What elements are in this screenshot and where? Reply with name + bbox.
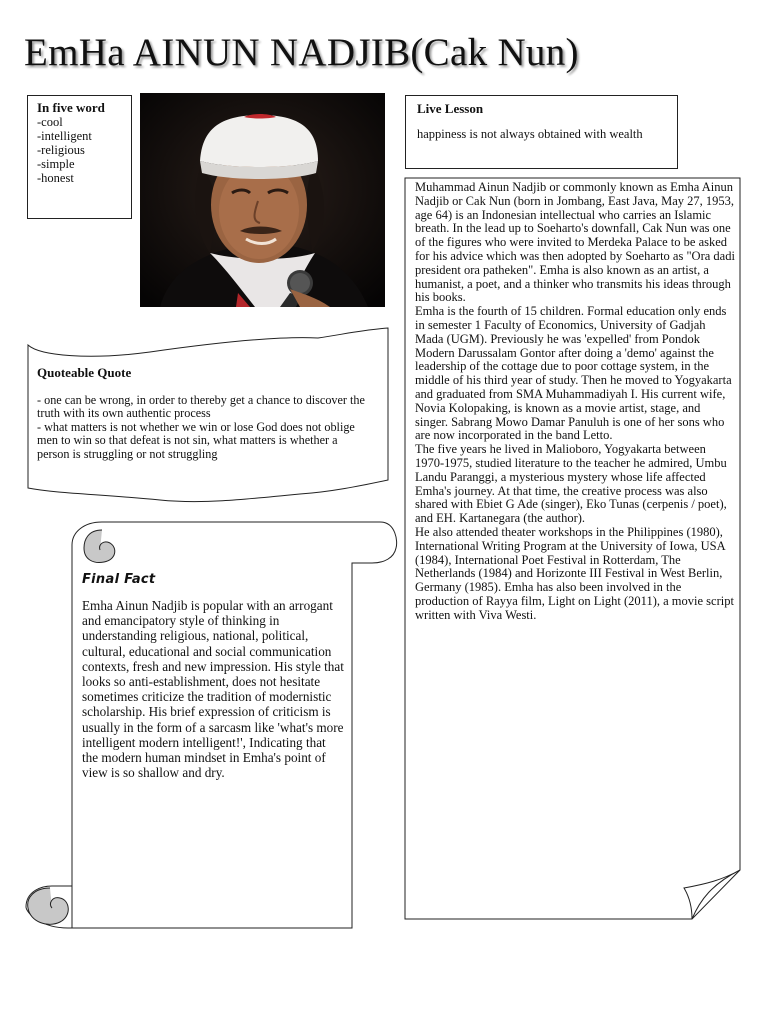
five-words-box	[27, 95, 132, 219]
final-fact-heading: Final Fact	[82, 572, 156, 587]
live-lesson-text: happiness is not always obtained with wealth	[417, 127, 643, 141]
quote-heading: Quoteable Quote	[37, 365, 132, 380]
portrait-photo	[140, 93, 385, 307]
quote-line: - what matters is not whether we win or lose God does not oblige men to win so that defeat is not sin, what matters is whether a person is struggling or not struggling	[37, 419, 355, 461]
bio-paragraph: He also attended theater workshops in the Philippines (1980), International Writing Program at the University of Iowa, USA (1984), International Poet Festival in Rotterdam, The Netherlands (1984) and Horizonte III Festival in West Berlin, Germany (1985). Emha has also been involved in the production of Rayya film, Light on Light (2011), a movie script written with Viva Westi.	[415, 524, 734, 622]
live-lesson-box	[405, 95, 678, 169]
five-word-item: -religious	[37, 143, 85, 157]
five-word-item: -simple	[37, 157, 75, 171]
five-word-item: -cool	[37, 115, 63, 129]
five-words-heading: In five word	[37, 100, 105, 115]
bio-paragraph: Emha is the fourth of 15 children. Formal education only ends in semester 1 Faculty of Economics, University of Gadjah Mada (UGM). Previously he was 'expelled' from Pondok Modern Darussalam Gontor after doing a 'demo' against the leadership of the cottage due to poor cottage system, in the middle of his third year of study. Then he moved to Yogyakarta and graduated from SMA Muhammadiyah I. His current wife, Novia Kolopaking, is known as a movie artist, stage, and singer. Sabrang Mowo Damar Panuluh is one of her sons who are now incorporated in the band Letto.	[415, 304, 732, 443]
bio-paragraph: Muhammad Ainun Nadjib or commonly known as Emha Ainun Nadjib or Cak Nun (born in Jombang, East Java, May 27, 1953, age 64) is an Indonesian intellectual who carries an Islamic breath. In the lead up to Soeharto's downfall, Cak Nun was one of the figures who were invited to Merdeka Palace to be asked for his advice which was then adopted by Soeharto as "Ora dadi president ora patheken". Emha is also known as an artist, a humanist, a poet, and a thinker who transmits his ideas through his books.	[415, 180, 735, 305]
portrait-illustration	[140, 93, 385, 307]
biography-text	[415, 181, 735, 623]
quote-section	[37, 366, 367, 462]
final-fact-text: Emha Ainun Nadjib is popular with an arrogant and emancipatory style of thinking in understanding religious, national, political, cultural, educational and social communication contexts, fresh and new impression. His style that looks so anti-establishment, does not hesitate sometimes criticize the tradition of modernistic scholarship. His brief expression of criticism is usually in the form of a sarcasm like 'what's more intelligent modern intelligent!', Indicating that the modern human mindset in Emha's point of view is so shallow and dry.	[82, 598, 344, 781]
five-word-item: -intelligent	[37, 129, 92, 143]
quote-line: - one can be wrong, in order to thereby get a chance to discover the truth with its own authentic process	[37, 392, 365, 421]
five-word-item: -honest	[37, 171, 74, 185]
bio-paragraph: The five years he lived in Malioboro, Yogyakarta between 1970-1975, studied literature to the teacher he admired, Umbu Landu Paranggi, a mysterious mystery whose life affected Emha's journey. At that time, the creative process was also shared with Ebiet G Ade (singer), Eko Tunas (cerpenis / poet), and EH. Kartanegara (the author).	[415, 442, 727, 526]
live-lesson-heading: Live Lesson	[417, 101, 484, 116]
page-title: EmHa AINUN NADJIB(Cak Nun)	[24, 31, 579, 74]
